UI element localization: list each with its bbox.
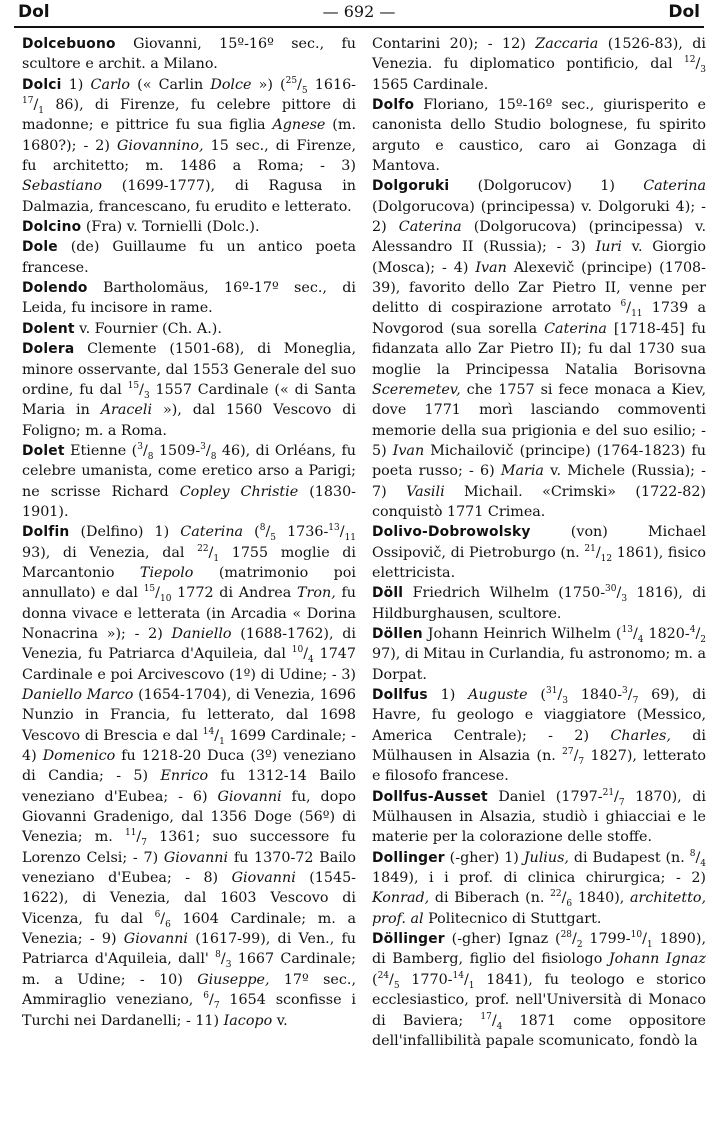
dictionary-entry (372, 583, 706, 624)
right-column (372, 34, 706, 1051)
entry-headword: Döll (372, 585, 404, 602)
entry-text: 1) Carlo (« Carlin Dolce ») ($^{25}/_5$ $1616-^{17}/_1$ 86), di Firenze, fu celebre pittore di madonne; e pittrice fu sua figlia Agnese (m. 1680?); - 2) Giovannino, 15 sec., di Firenze, fu architetto; m. 1486 a Roma; - 3) Sebastiano (1699-1777), di Ragusa in Dalmazia, francescano, fu erudito e letterato. (22, 75, 356, 215)
entry-text: v. Fournier (Ch. A.). (74, 320, 222, 337)
entry-text: Etienne ($^3/_8$ $1509-^3/_8$ 46), di Orléans, fu celebre umanista, come eretico arso a Parigi; ne scrisse Richard Copley Christie (1830-1901). (22, 442, 357, 520)
entry-headword: Dollinger (372, 849, 445, 866)
header-rule (14, 26, 704, 28)
dictionary-entry (372, 929, 706, 1051)
dictionary-entry (372, 685, 706, 787)
entry-text: Daniel ($1797-^{21}/_7$ 1870), di Mülhausen in Alsazia, studiò i ghiacciai e le materie per la colorazione delle stoffe. (372, 787, 706, 846)
dictionary-entry (22, 339, 356, 441)
dictionary-entry (372, 522, 706, 583)
entry-headword: Dolcino (22, 219, 82, 236)
entry-headword: Dolcebuono (22, 36, 116, 52)
entry-text: 1) Auguste ($^{31}/_3$ $1840-^3/_7$ 69), di Havre, fu geologo e viaggiatore (Messico, America Centrale); - 2) Charles, di Mülhausen in Alsazia (n. $^{27}/_7$ 1827), letterato e filosofo francese. (372, 686, 706, 785)
entry-headword: Dolivo-Dobrowolsky (372, 524, 531, 541)
entry-headword: Dolci (22, 76, 62, 93)
entry-headword: Dolgoruki (372, 178, 450, 195)
entry-headword: Dollfus-Ausset (372, 788, 488, 805)
entry-headword: Dolet (22, 442, 65, 459)
running-head-right: Dol (668, 2, 700, 22)
entry-headword: Dole (22, 239, 58, 256)
page-number: — 692 — (322, 2, 396, 21)
dictionary-entry (372, 624, 706, 685)
dictionary-entry (22, 217, 356, 237)
dictionary-entry (22, 237, 356, 278)
dictionary-entry (22, 441, 356, 522)
entry-text: (de) Guillaume fu un antico poeta francese. (22, 239, 356, 276)
entry-text: Floriano, 15º-16º sec., giurisperito e canonista dello Studio bolognese, fu spirito arguto e caustico, caro ai Gonzaga di Mantova. (372, 97, 706, 175)
dictionary-entry (372, 787, 706, 848)
entry-headword: Dolfin (22, 524, 70, 541)
entry-headword: Döllinger (372, 931, 445, 948)
entry-headword: Dolent (22, 320, 75, 337)
entry-text: (Delfino) 1) Caterina ($^8/_5$ $1736-^{13}/_{11}$ 93), di Venezia, dal $^{22}/_1$ 1755 moglie di Marcantonio Tiepolo (matrimonio poi annullato) e dal $^{15}/_{10}$ 1772 di Andrea Tron, fu donna vivace e letterata (in Arcadia « Dorina Nonacrina »); - 2) Daniello (1688-1762), di Venezia, fu Patriarca d'Aquileia, dal $^{10}/_4$ 1747 Cardinale e poi Arcivescovo (1º) di Udine; - 3) Daniello Marco (1654-1704), di Venezia, 1696 Nunzio in Francia, fu letterato, dal 1698 Vescovo di Brescia e dal $^{14}/_1$ 1699 Cardinale; - 4) Domenico fu 1218-20 Duca (3º) veneziano di Candia; - 5) Enrico fu 1312-14 Bailo veneziano d'Eubea; - 6) Giovanni fu, dopo Giovanni Gradenigo, dal 1356 Doge (56º) di Venezia; m. $^{11}/_7$ 1361; suo successore fu Lorenzo Celsi; - 7) Giovanni fu 1370-72 Bailo veneziano d'Eubea; - 8) Giovanni (1545-1622), di Venezia, dal 1603 Vescovo di Vicenza, fu dal $^6/_6$ 1604 Cardinale; m. a Venezia; - 9) Giovanni (1617-99), di Ven., fu Patriarca d'Aquileia, dall' $^8/_3$ 1667 Cardinale; m. a Udine; - 10) Giuseppe, 17º sec., Ammiraglio veneziano, $^6/_7$ 1654 sconfisse i Turchi nei Dardanelli; - 11) Iacopo v. (22, 523, 357, 1029)
entry-headword: Dolendo (22, 280, 88, 297)
page-header (14, 0, 704, 24)
dictionary-entry (372, 848, 706, 929)
entry-text: Giovanni, 15º-16º sec., fu scultore e archit. a Milano. (22, 36, 356, 73)
running-head-left: Dol (18, 2, 50, 22)
entry-text: (von) Michael Ossipovič, di Pietroburgo (n. $^{21}/_{12}$ 1861), fisico elettricista. (372, 524, 706, 581)
entry-headword: Dolfo (372, 97, 415, 114)
entry-text: Johann Heinrich Wilhelm ($^{13}/_4$ $1820-^4/_2$ 97), di Mitau in Curlandia, fu astronomo; m. a Dorpat. (372, 625, 706, 683)
entry-text: (-gher) 1) Julius, di Budapest (n. $^8/_4$ 1849), i i prof. di clinica chirurgica; - 2) Konrad, di Biberach (n. $^{22}/_6$ 1840), architetto, prof. al Politecnico di Stuttgart. (372, 848, 707, 927)
entry-text: Contarini 20); - 12) Zaccaria (1526-83), di Venezia. fu diplomatico pontificio, dal $^{12}/_3$ 1565 Cardinale. (372, 36, 707, 93)
entry-text: Friedrich Wilhelm ($1750-^{30}/_3$ 1816), di Hildburghausen, scultore. (372, 584, 706, 622)
entry-text: (Fra) v. Tornielli (Dolc.). (81, 219, 260, 236)
entry-text: Bartholomäus, 16º-17º sec., di Leida, fu incisore in rame. (22, 280, 356, 317)
dictionary-entry (22, 34, 356, 75)
entry-text: (Dolgorucov) 1) Caterina (Dolgorucova) (principessa) v. Dolgoruki 4); - 2) Caterina (Dolgorucova) (principessa) v. Alessandro II (Russia); - 3) Iuri v. Giorgio (Mosca); - 4) Ivan Alexevič (principe) (1708-39), favorito dello Zar Pietro II, venne per delitto di cospirazione arrotato $^6/_{11}$ 1739 a Novgorod (sua sorella Caterina [1718-45] fu fidanzata allo Zar Pietro II); fu dal 1730 sua moglie la Principessa Natalia Borisovna Sceremetev, che 1757 si fece monaca a Kiev, dove 1771 morì lasciando commoventi memorie della sua prigionia e del suo esilio; - 5) Ivan Michailovič (principe) (1764-1823) fu poeta russo; - 6) Maria v. Michele (Russia); - 7) Vasili Michail. «Crimski» (1722-82) conquistò 1771 Crimea. (372, 178, 707, 520)
dictionary-entry (22, 319, 356, 339)
dictionary-entry (372, 95, 706, 176)
entry-text: (-gher) Ignaz ($^{28}/_2$ $1799-^{10}/_1$ 1890), di Bamberg, figlio del fisiologo Johann Ignaz ($^{24}/_5$ $1770-^{14}/_1$ 1841), fu teologo e storico ecclesiastico, prof. nell'Università di Monaco di Baviera; $^{17}/_4$ 1871 come oppositore dell'infallibilità papale scomunicato, fondò la (372, 930, 706, 1049)
dictionary-entry (22, 278, 356, 319)
entry-headword: Dollfus (372, 687, 428, 703)
dictionary-entry (22, 75, 356, 217)
dictionary-entry (22, 522, 356, 1031)
left-column (22, 34, 356, 1031)
dictionary-entry (372, 34, 706, 95)
entry-headword: Döllen (372, 625, 423, 642)
entry-text: Clemente (1501-68), di Moneglia, minore osservante, dal 1553 Generale del suo ordine, fu dal $^{15}/_3$ 1557 Cardinale (« di Santa Maria in Araceli »), dal 1560 Vescovo di Foligno; m. a Roma. (22, 341, 356, 439)
dictionary-entry (372, 176, 706, 522)
entry-headword: Dolera (22, 341, 75, 358)
